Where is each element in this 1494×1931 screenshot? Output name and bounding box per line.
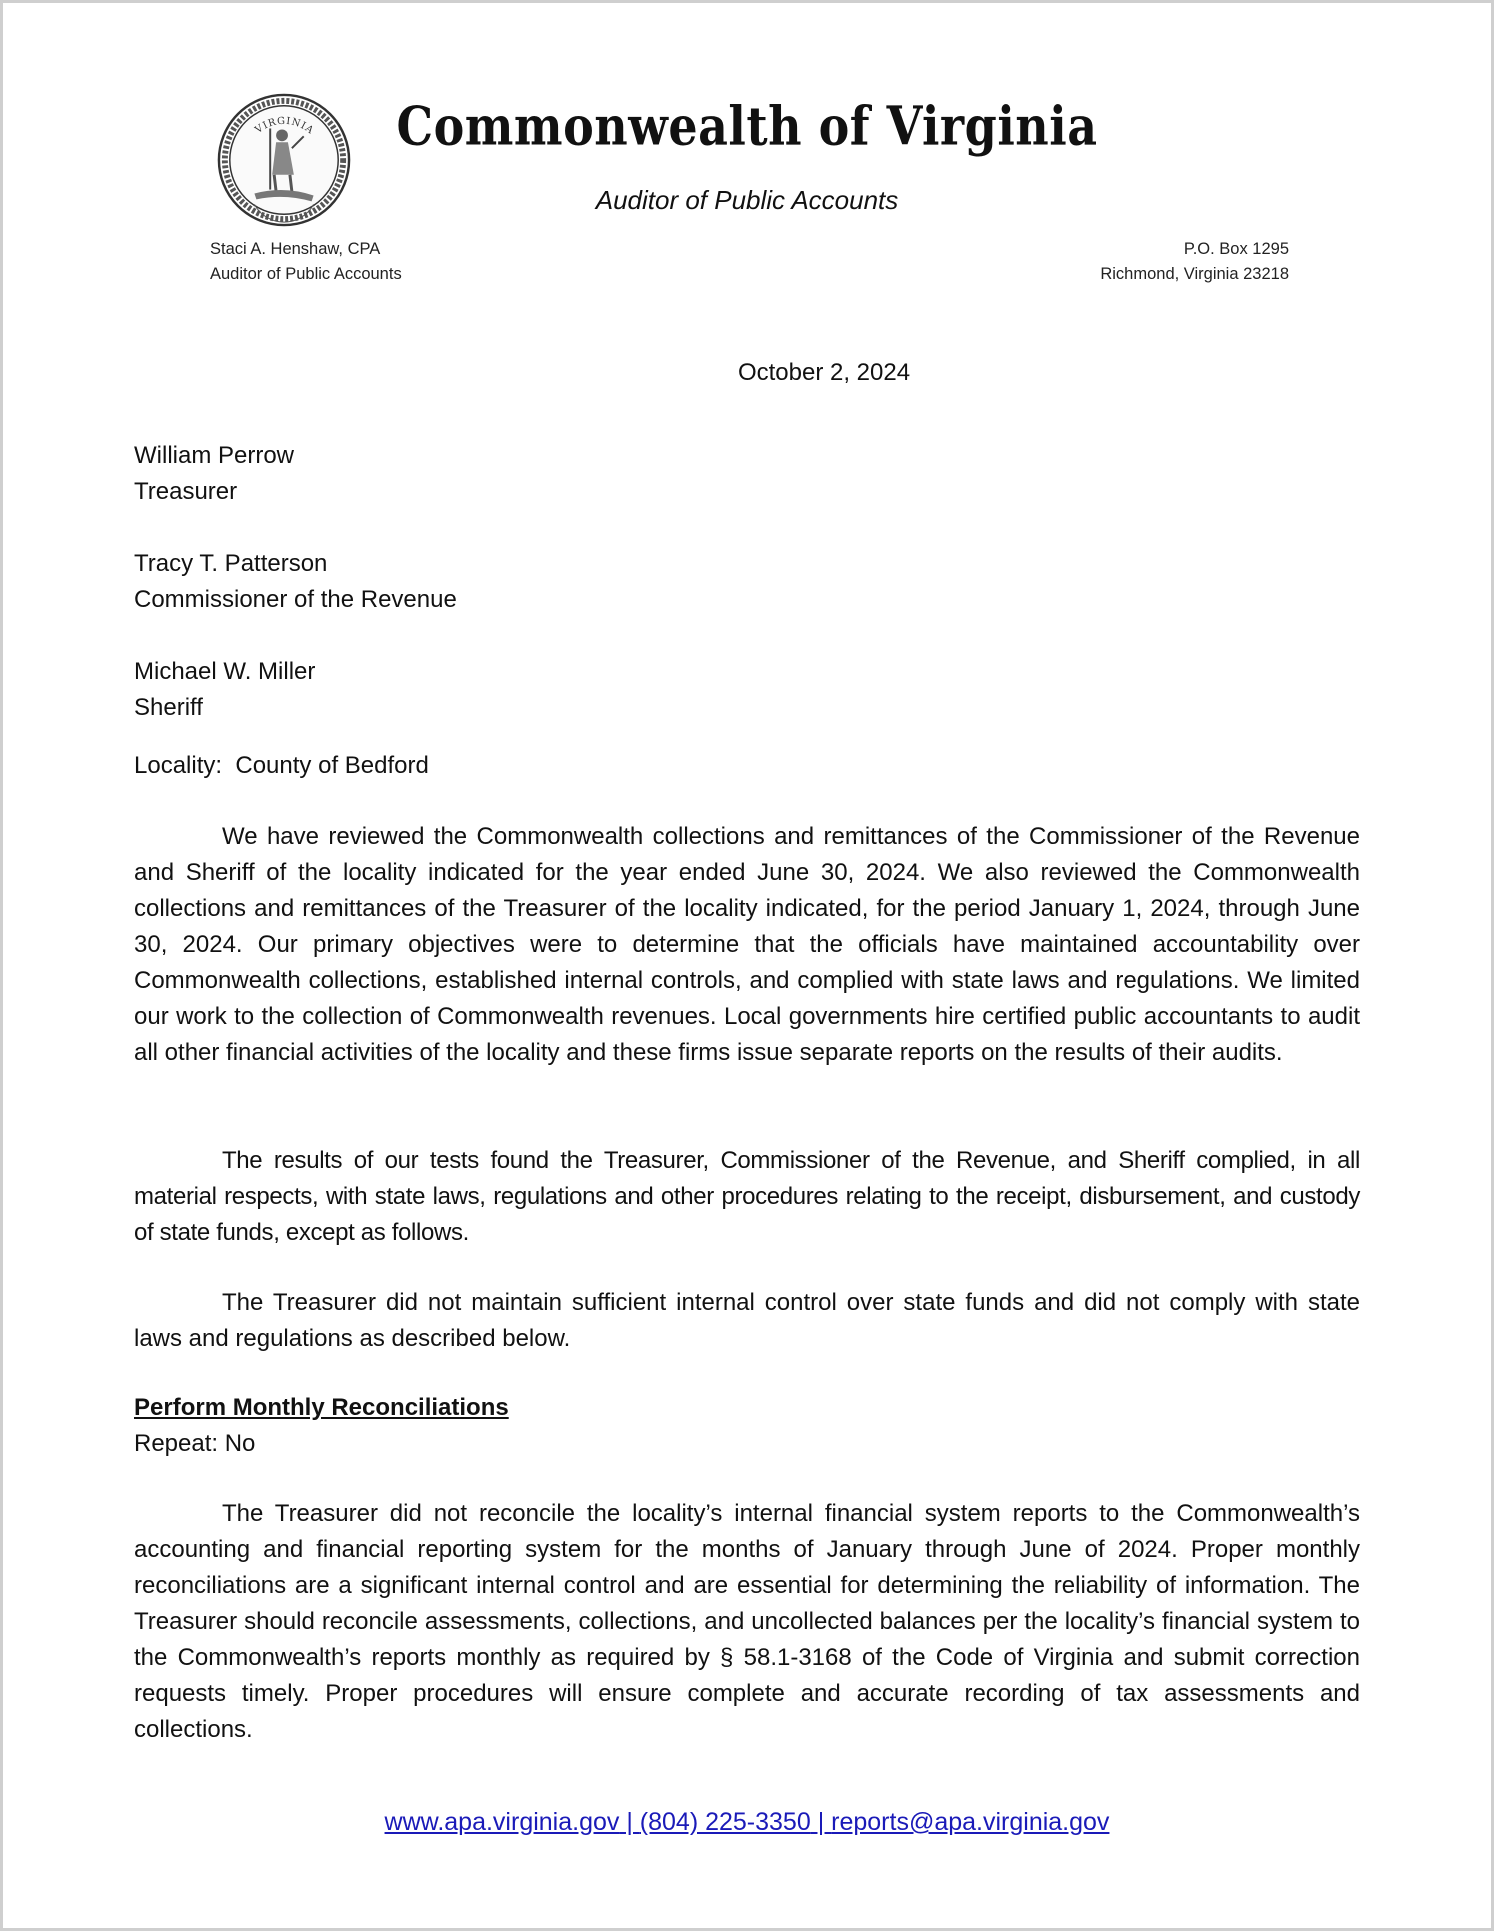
po-box: P.O. Box 1295: [1183, 240, 1289, 258]
website-link[interactable]: www.apa.virginia.gov: [384, 1808, 620, 1836]
phone-link[interactable]: (804) 225-3350: [639, 1808, 811, 1836]
mailing-address-block: [1100, 237, 1289, 287]
addressee-title: Sheriff: [134, 694, 203, 721]
body-paragraph-scope: We have reviewed the Commonwealth collections and remittances of the Commissioner of the Revenue and Sheriff of the locality indicated for the year ended June 30, 2024. We also reviewed the Commonwealth collections and remittances of the Treasurer of the locality indicated, for the period January 1, 2024, through June 30, 2024. Our primary objectives were to determine that the officials have maintained accountability over Commonwealth collections, established internal controls, and complied with state laws and regulations. We limited our work to the collection of Commonwealth revenues. Local governments hire certified public accountants to audit all other financial activities of the locality and these firms issue separate reports on the results of their audits.: [134, 823, 1360, 1066]
body-paragraph-exceptions: The Treasurer did not maintain sufficient internal control over state funds and did not comply with state laws and regulations as described below.: [134, 1289, 1360, 1352]
footer-contact-line: [3, 1808, 1491, 1837]
city-state-zip: Richmond, Virginia 23218: [1100, 265, 1289, 283]
addressee: [134, 438, 1360, 510]
finding-paragraph: The Treasurer did not reconcile the locality’s internal financial system reports to the Commonwealth’s accounting and financial reporting system for the months of January through June of 2024. Proper monthly reconciliations are a significant internal control and are essential for determining the reliability of information. The Treasurer should reconcile assessments, collections, and uncollected balances per the locality’s financial system to the Commonwealth’s reports monthly as required by § 58.1-3168 of the Code of Virginia and submit correction requests timely. Proper procedures will ensure complete and accurate recording of tax assessments and collections.: [134, 1500, 1360, 1743]
addressee-name: Michael W. Miller: [134, 658, 316, 685]
letter-page: [3, 3, 1491, 1928]
addressee-block: [134, 438, 1360, 762]
auditor-name-block: [210, 237, 402, 287]
svg-text:VIRGINIA: VIRGINIA: [253, 115, 316, 137]
finding-title: Perform Monthly Reconciliations: [134, 1394, 509, 1421]
email-link[interactable]: reports@apa.virginia.gov: [831, 1808, 1110, 1836]
addressee-title: Treasurer: [134, 478, 238, 505]
addressee: [134, 546, 1360, 618]
finding-repeat-status: Repeat: No: [134, 1430, 256, 1457]
auditor-title: Auditor of Public Accounts: [210, 265, 402, 283]
addressee-name: Tracy T. Patterson: [134, 550, 328, 577]
addressee: [134, 654, 1360, 726]
body-paragraph-results: The results of our tests found the Treasurer, Commissioner of the Revenue, and Sheriff complied, in all material respects, with state laws, regulations and other procedures relating to the receipt, disbursement, and custody of state funds, except as follows.: [134, 1147, 1360, 1246]
locality-line: Locality: County of Bedford: [134, 752, 429, 779]
addressee-name: William Perrow: [134, 442, 295, 469]
letter-date: October 2, 2024: [737, 359, 911, 386]
footer-separator: |: [810, 1808, 832, 1836]
auditor-name: Staci A. Henshaw, CPA: [210, 240, 381, 258]
state-title: Commonwealth of Virginia: [396, 94, 1098, 158]
addressee-title: Commissioner of the Revenue: [134, 586, 457, 613]
agency-subtitle: Auditor of Public Accounts: [595, 185, 899, 215]
footer-separator: |: [619, 1808, 640, 1836]
